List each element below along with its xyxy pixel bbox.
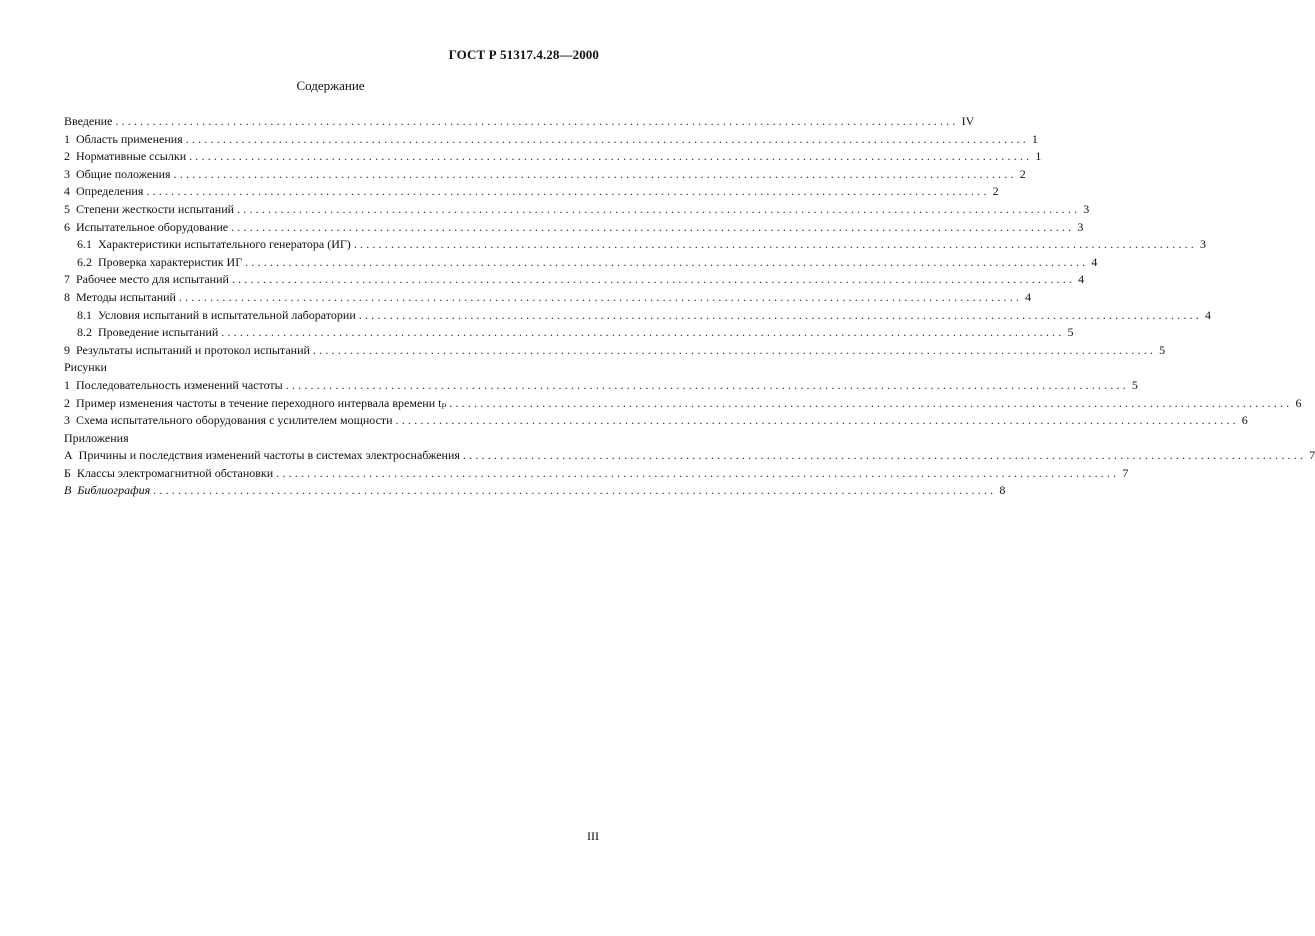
toc-leader-dots: ........................................................................................................................................ [237, 201, 1081, 216]
toc-entry-number: 3 [64, 413, 70, 428]
toc-entry-page: 5 [1131, 377, 1138, 392]
toc-entry-label: Причины и последствия изменений частоты в системах электроснабжения [78, 448, 460, 463]
toc-entry-label: Проверка характеристик ИГ [98, 254, 243, 269]
toc-leader-dots: ........................................................................................................................................ [115, 114, 959, 128]
toc-entry-label: Область применения [76, 131, 183, 146]
toc-entry-number: Б [64, 465, 71, 480]
toc-entry-definitions[interactable] [64, 183, 999, 201]
toc-leader-dots: ........................................................................................................................................ [221, 325, 1065, 340]
toc-entry-number: 1 [64, 131, 70, 146]
toc-entry-generator-characteristics[interactable] [64, 236, 1207, 254]
toc-entry-label: Характеристики испытательного генератора (ИГ) [98, 237, 351, 252]
toc-leader-dots: ........................................................................................................................................ [462, 448, 1307, 463]
toc-entry-label: Степени жесткости испытаний [76, 201, 235, 216]
toc-entry-number: 7 [64, 272, 70, 287]
toc-entry-test-equipment[interactable] [64, 219, 1084, 237]
toc-leader-dots: ........................................................................................................................................ [146, 184, 990, 199]
toc-entry-test-results[interactable] [64, 342, 1166, 360]
toc-entry-label: Рабочее место для испытаний [76, 272, 229, 287]
toc-entry-page: 2 [992, 184, 999, 199]
toc-entry-page: 3 [1083, 201, 1090, 216]
toc-entry-label: Определения [76, 184, 144, 199]
toc-entry-page: 2 [1019, 166, 1026, 181]
toc-entry-number: 6.1 [77, 237, 92, 252]
toc-entry-number: 8 [64, 289, 70, 304]
toc-entry-label: Общие положения [76, 166, 171, 181]
toc-leader-dots: ........................................................................................................................................ [285, 377, 1129, 392]
toc-entry-page: 6 [1241, 413, 1248, 428]
toc-leader-dots: ........................................................................................................................................ [358, 307, 1202, 322]
toc-leader-dots: ........................................................................................................................................ [178, 289, 1023, 304]
page-number: III [587, 829, 599, 843]
toc-leader-dots: ........................................................................................................................................ [395, 413, 1239, 428]
toc-entry-number: 2 [64, 149, 70, 164]
toc-figure-entry[interactable] [64, 377, 1138, 395]
toc-entry-general[interactable] [64, 166, 1026, 184]
toc-leader-dots: ........................................................................................................................................ [189, 149, 1033, 164]
toc-entry-number: 9 [64, 342, 70, 357]
toc-entry-page: 7 [1309, 448, 1315, 463]
toc-entry-lab-conditions[interactable] [64, 307, 1211, 325]
toc-entry-label: Библиография [77, 483, 151, 498]
toc-entry-number: 4 [64, 184, 70, 199]
toc-entry-label: Нормативные ссылки [76, 149, 187, 164]
toc-entry-test-execution[interactable] [64, 324, 1074, 342]
toc-entry-number: 6.2 [77, 254, 92, 269]
toc-entry-page: 7 [1122, 465, 1129, 480]
toc-entry-number: 2 [64, 395, 70, 410]
toc-figure-entry[interactable] [64, 395, 1302, 413]
toc-leader-dots: ........................................................................................................................................ [185, 131, 1029, 146]
toc-appendix-entry[interactable] [64, 482, 1006, 500]
toc-entry-page: 4 [1025, 289, 1032, 304]
toc-appendix-entry[interactable] [64, 465, 1129, 483]
table-of-contents [64, 113, 1315, 500]
toc-entry-page: 4 [1204, 307, 1211, 322]
toc-figures-heading: Рисунки [64, 360, 107, 375]
toc-entry-page: 6 [1295, 395, 1302, 410]
toc-entry-normative-references[interactable] [64, 148, 1042, 166]
toc-entry-label: Последовательность изменений частоты [76, 377, 283, 392]
toc-leader-dots: ........................................................................................................................................ [276, 465, 1120, 480]
toc-entry-label: Введение [64, 114, 113, 128]
toc-entry-introduction[interactable] [64, 113, 975, 131]
toc-entry-page: 4 [1091, 254, 1098, 269]
toc-entry-label: Проведение испытаний [98, 325, 219, 340]
toc-leader-dots: ........................................................................................................................................ [449, 395, 1293, 410]
toc-figure-entry[interactable] [64, 412, 1248, 430]
toc-entry-page: 5 [1159, 342, 1166, 357]
toc-entry-page: 4 [1078, 272, 1085, 287]
toc-entry-page: 1 [1035, 149, 1042, 164]
toc-entry-number: В [64, 483, 72, 498]
toc-entry-scope[interactable] [64, 131, 1038, 149]
toc-entry-label: Результаты испытаний и протокол испытаний [76, 342, 310, 357]
toc-entry-page: 5 [1067, 325, 1074, 340]
toc-leader-dots: ........................................................................................................................................ [173, 166, 1017, 181]
toc-entry-number: А [64, 448, 73, 463]
toc-entry-test-levels[interactable] [64, 201, 1090, 219]
toc-entry-page: 1 [1031, 131, 1038, 146]
toc-entry-number: 8.1 [77, 307, 92, 322]
toc-entry-number: 3 [64, 166, 70, 181]
toc-entry-label: Испытательное оборудование [76, 219, 229, 234]
toc-entry-label: Методы испытаний [76, 289, 176, 304]
toc-entry-label: Классы электромагнитной обстановки [76, 465, 274, 480]
toc-entry-label: Схема испытательного оборудования с усилителем мощности [76, 413, 393, 428]
toc-entry-page: 3 [1077, 219, 1084, 234]
document-standard-id: ГОСТ Р 51317.4.28—2000 [448, 47, 599, 62]
toc-appendix-entry[interactable] [64, 447, 1315, 465]
toc-leader-dots: ........................................................................................................................................ [231, 272, 1076, 287]
toc-entry-page: 3 [1200, 237, 1207, 252]
toc-entry-label: Условия испытаний в испытательной лаборатории [98, 307, 356, 322]
toc-leader-dots: ........................................................................................................................................ [231, 219, 1075, 234]
toc-leader-dots: ........................................................................................................................................ [353, 237, 1198, 252]
toc-appendices-heading: Приложения [64, 430, 129, 445]
toc-entry-label: Пример изменения частоты в течение переходного интервала времени tₚ [76, 395, 447, 410]
toc-entry-test-methods[interactable] [64, 289, 1032, 307]
toc-leader-dots: ........................................................................................................................................ [312, 342, 1157, 357]
toc-title: Содержание [296, 78, 365, 93]
toc-leader-dots: ........................................................................................................................................ [245, 254, 1089, 269]
toc-entry-number: 5 [64, 201, 70, 216]
toc-entry-number: 1 [64, 377, 70, 392]
toc-entry-page: IV [961, 114, 975, 128]
toc-entry-number: 8.2 [77, 325, 92, 340]
toc-leader-dots: ........................................................................................................................................ [153, 483, 997, 498]
toc-entry-generator-verification[interactable] [64, 254, 1098, 272]
toc-entry-test-setup[interactable] [64, 271, 1085, 289]
toc-entry-page: 8 [999, 483, 1006, 498]
toc-entry-number: 6 [64, 219, 70, 234]
